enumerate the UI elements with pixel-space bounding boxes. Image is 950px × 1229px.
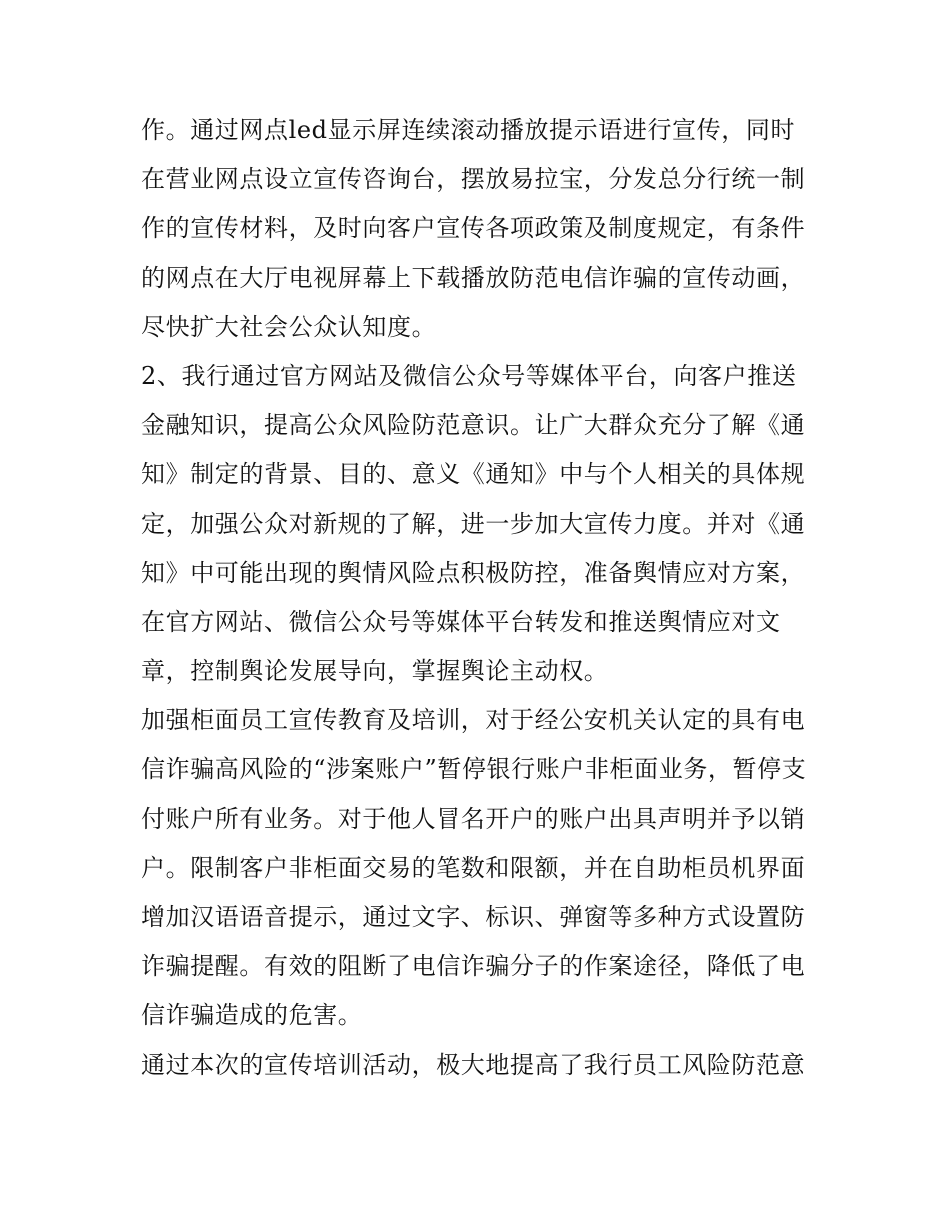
text-line: 的网点在大厅电视屏幕上下载播放防范电信诈骗的宣传动画， xyxy=(141,263,806,292)
text-line: 金融知识，提高公众风险防范意识。让广大群众充分了解《通 xyxy=(141,411,806,440)
text-line: 章，控制舆论发展导向，掌握舆论主动权。 xyxy=(141,657,609,686)
text-line: 在营业网点设立宣传咨询台，摆放易拉宝，分发总分行统一制 xyxy=(141,165,806,194)
text-line: 知》中可能出现的舆情风险点积极防控，准备舆情应对方案， xyxy=(141,558,806,587)
text-line: 尽快扩大社会公众认知度。 xyxy=(141,312,437,341)
text-line: 定，加强公众对新规的了解，进一步加大宣传力度。并对《通 xyxy=(141,509,806,538)
text-line: 2、我行通过官方网站及微信公众号等媒体平台，向客户推送 xyxy=(141,361,797,390)
text-line: 知》制定的背景、目的、意义《通知》中与个人相关的具体规 xyxy=(141,460,806,489)
text-line: 加强柜面员工宣传教育及培训，对于经公安机关认定的具有电 xyxy=(141,706,806,735)
text-line: 信诈骗造成的危害。 xyxy=(141,1001,363,1030)
text-line: 户。限制客户非柜面交易的笔数和限额，并在自助柜员机界面 xyxy=(141,853,806,882)
text-line: 增加汉语语音提示，通过文字、标识、弹窗等多种方式设置防 xyxy=(141,903,806,931)
text-line: 通过本次的宣传培训活动，极大地提高了我行员工风险防范意 xyxy=(141,1050,806,1079)
text-line: 诈骗提醒。有效的阻断了电信诈骗分子的作案途径，降低了电 xyxy=(141,952,806,981)
text-line: 付账户所有业务。对于他人冒名开户的账户出具声明并予以销 xyxy=(141,804,806,833)
document-body xyxy=(141,106,821,1090)
text-line: 在官方网站、微信公众号等媒体平台转发和推送舆情应对文 xyxy=(141,607,781,636)
text-line: 信诈骗高风险的“涉案账户”暂停银行账户非柜面业务，暂停支 xyxy=(141,755,807,784)
text-line: 作。通过网点led显示屏连续滚动播放提示语进行宣传，同时 xyxy=(141,116,796,144)
text-line: 作的宣传材料，及时向客户宣传各项政策及制度规定，有条件 xyxy=(141,214,806,243)
